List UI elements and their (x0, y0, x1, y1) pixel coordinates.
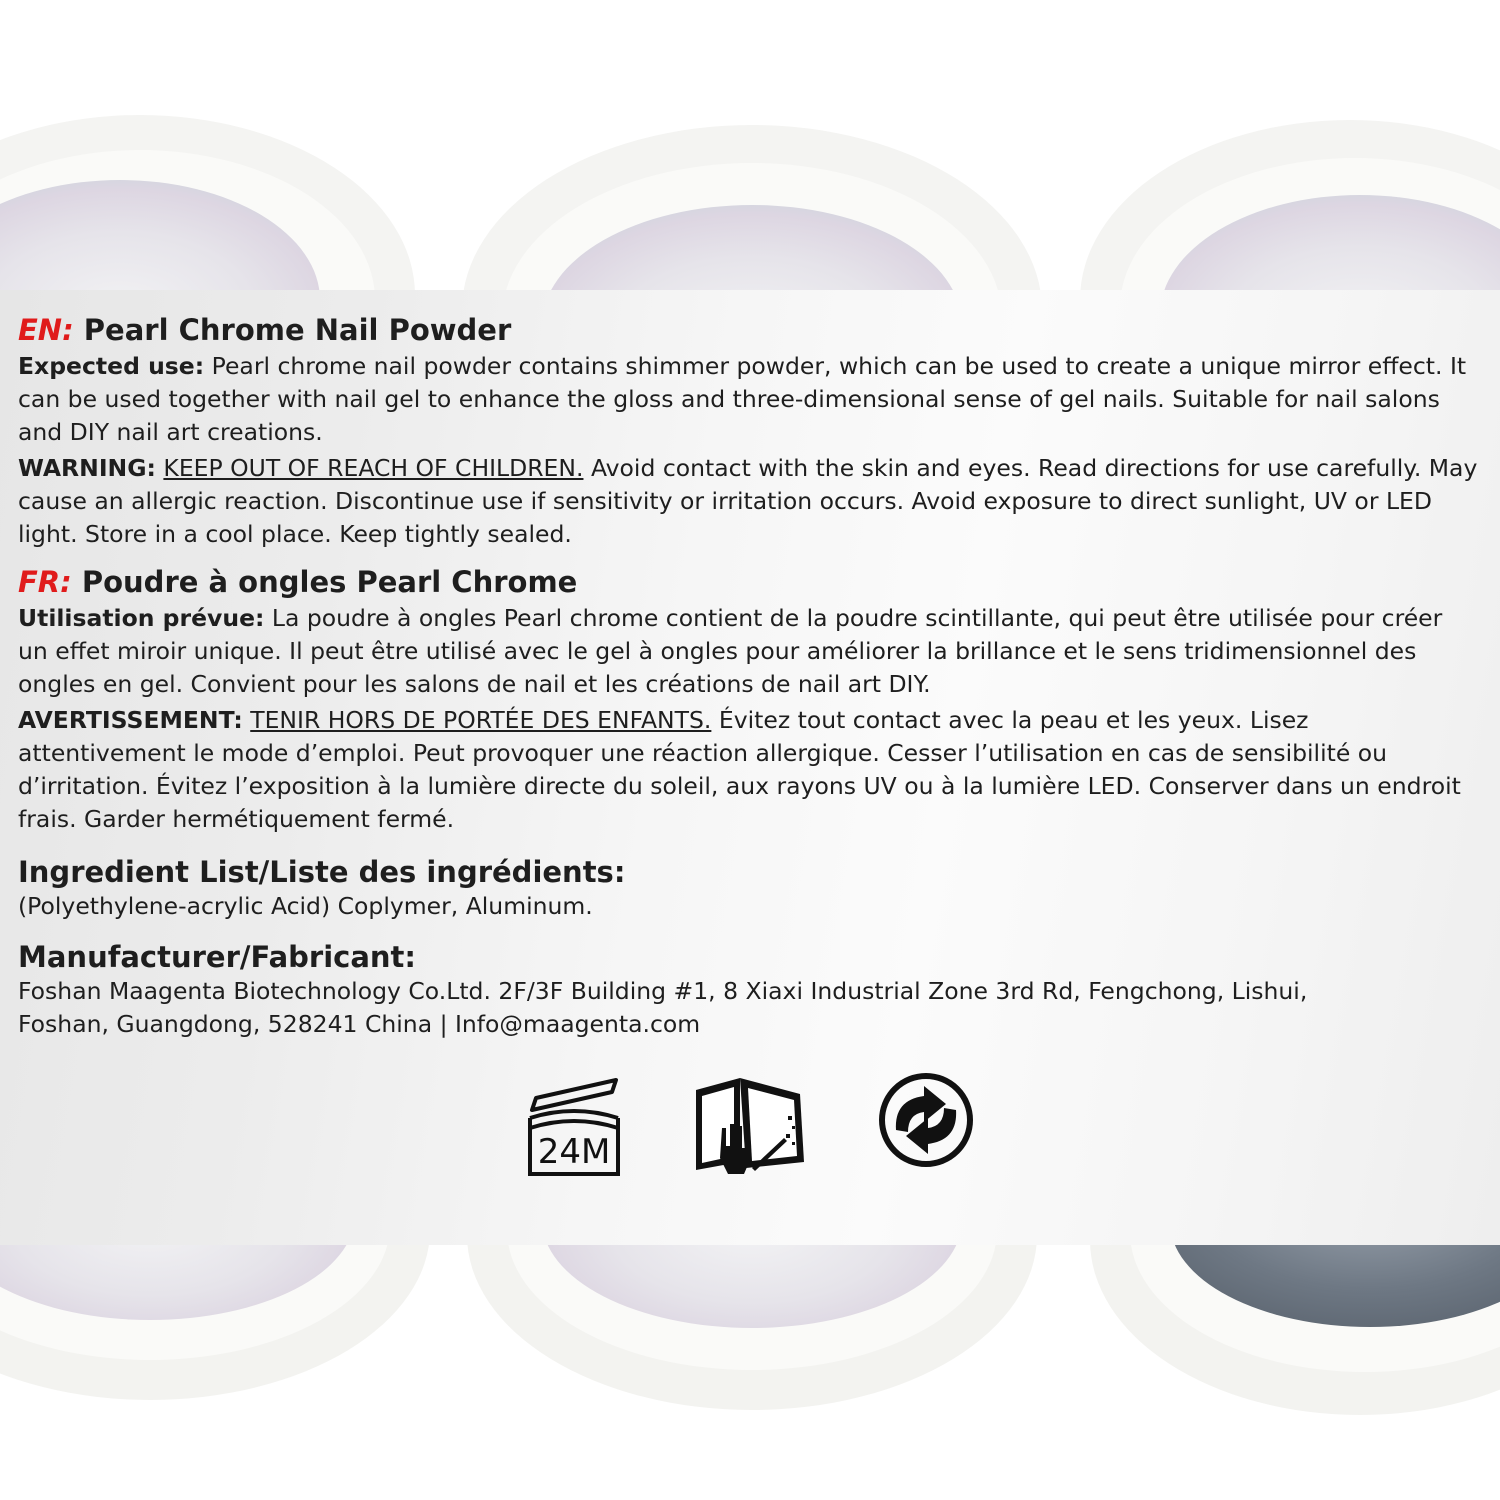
en-expected-use (18, 350, 1478, 449)
manufacturer-line-1: Foshan Maagenta Biotechnology Co.Ltd. 2F/3F Building #1, 8 Xiaxi Industrial Zone 3rd Rd, Fengchong, Lishui, (18, 977, 1308, 1005)
fr-warning-text: Évitez tout contact avec la peau et les yeux. Lisez attentivement le mode d’emploi. Peut provoquer une réaction allergique. Cesser l’utilisation en cas de sensibilité ou d’irritation. Évitez l’exposition à la lumière directe du soleil, aux rayons UV ou à la lumière LED. Conserver dans un endroit frais. Garder hermétiquement fermé. (18, 706, 1461, 833)
fr-expected-use (18, 602, 1478, 701)
ingredients-heading: Ingredient List/Liste des ingrédients: (18, 855, 626, 889)
label-text-block (18, 312, 1478, 1041)
fr-warning-label: AVERTISSEMENT: (18, 706, 243, 734)
read-instructions-icon (692, 1070, 812, 1182)
en-warning (18, 452, 1478, 551)
pao-label: 24M (537, 1132, 611, 1172)
manufacturer-heading: Manufacturer/Fabricant: (18, 940, 417, 974)
fr-warning-emphasis: TENIR HORS DE PORTÉE DES ENFANTS. (250, 706, 712, 734)
fr-use-label: Utilisation prévue: (18, 604, 265, 632)
en-warning-label: WARNING: (18, 454, 156, 482)
fr-lang-tag: FR: (18, 565, 72, 599)
en-lang-tag: EN: (18, 313, 74, 347)
manufacturer-line-2: Foshan, Guangdong, 528241 China | Info@maagenta.com (18, 1010, 701, 1038)
en-warning-emphasis: KEEP OUT OF REACH OF CHILDREN. (163, 454, 584, 482)
green-dot-recycling-icon (876, 1070, 976, 1170)
ingredients-text: (Polyethylene-acrylic Acid) Coplymer, Aluminum. (18, 892, 593, 920)
symbol-row (0, 1070, 1500, 1190)
period-after-opening-24m-icon (524, 1070, 624, 1182)
fr-title-text: Poudre à ongles Pearl Chrome (81, 565, 578, 599)
fr-title (18, 564, 1478, 600)
en-title-text: Pearl Chrome Nail Powder (83, 313, 512, 347)
fr-use-text: La poudre à ongles Pearl chrome contient de la poudre scintillante, qui peut être utilisée pour créer un effet miroir unique. Il peut être utilisé avec le gel à ongles pour améliorer la brillance et le sens tridimensionnel des ongles en gel. Convient pour les salons de nail et les créations de nail art DIY. (18, 604, 1443, 698)
en-use-text: Pearl chrome nail powder contains shimmer powder, which can be used to create a unique mirror effect. It can be used together with nail gel to enhance the gloss and three-dimensional sense of gel nails. Suitable for nail salons and DIY nail art creations. (18, 352, 1467, 446)
en-warning-text: Avoid contact with the skin and eyes. Read directions for use carefully. May cause an allergic reaction. Discontinue use if sensitivity or irritation occurs. Avoid exposure to direct sunlight, UV or LED light. Store in a cool place. Keep tightly sealed. (18, 454, 1478, 548)
en-title (18, 312, 1478, 348)
en-use-label: Expected use: (18, 352, 205, 380)
fr-warning (18, 704, 1478, 836)
